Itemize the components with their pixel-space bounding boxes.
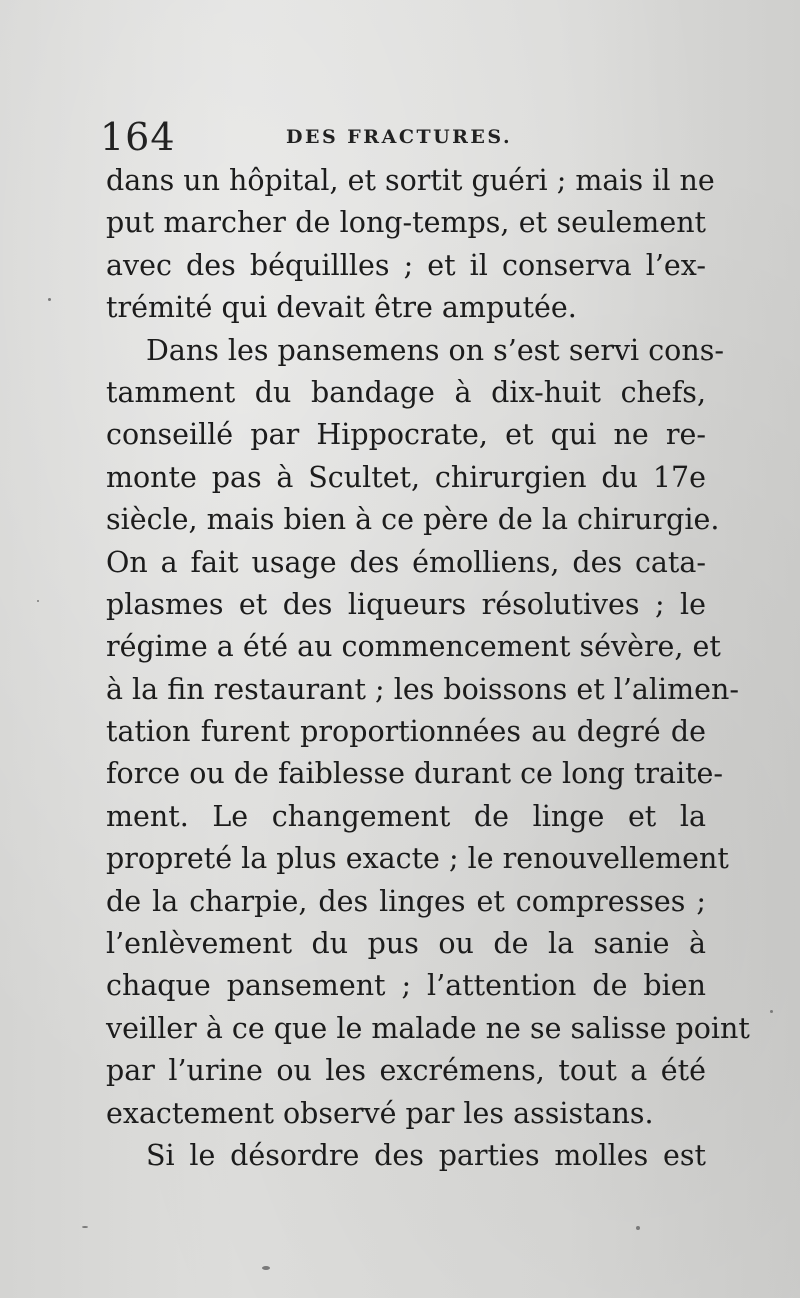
paper-speck xyxy=(37,600,39,602)
paragraph-last-line: exactement observé par les assistans. xyxy=(106,1096,654,1130)
paper-speck xyxy=(770,1010,773,1013)
text-line: force ou de faiblesse durant ce long traite- xyxy=(106,757,724,791)
paragraph-first-line: Dans les pansemens on s’est servi cons- xyxy=(146,333,724,367)
text-line: tamment du bandage à dix-huit chefs, xyxy=(106,375,706,409)
text-line: monte pas à Scultet, chirurgien du 17e xyxy=(106,460,706,494)
paragraph-first-line: Si le désordre des parties molles est xyxy=(146,1138,706,1172)
paper-speck xyxy=(262,1266,270,1270)
text-line: l’enlèvement du pus ou de la sanie à xyxy=(106,927,706,961)
text-line: veiller à ce que le malade ne se salisse point xyxy=(106,1011,750,1045)
text-line: régime a été au commencement sévère, et xyxy=(106,630,721,664)
text-line: par l’urine ou les excrémens, tout a été xyxy=(106,1054,706,1088)
text-line: siècle, mais bien à ce père de la chirurgie. xyxy=(106,503,720,537)
text-line: dans un hôpital, et sortit guéri ; mais il ne xyxy=(106,164,715,197)
text-line: plasmes et des liqueurs résolutives ; le xyxy=(106,587,706,621)
text-line: avec des béquillles ; et il conserva l’ex- xyxy=(106,248,706,282)
text-line: propreté la plus exacte ; le renouvellement xyxy=(106,842,729,876)
paragraph-last-line: trémité qui devait être amputée. xyxy=(106,291,577,325)
page-number: 164 xyxy=(100,115,176,159)
text-line: conseillé par Hippocrate, et qui ne re- xyxy=(106,418,706,452)
body-text xyxy=(106,160,750,1177)
text-line: put marcher de long-temps, et seulement xyxy=(106,206,706,240)
text-line: On a fait usage des émolliens, des cata- xyxy=(106,545,706,579)
text-line: de la charpie, des linges et compresses ; xyxy=(106,884,706,918)
text-line: tation furent proportionnées au degré de xyxy=(106,715,706,749)
text-line: chaque pansement ; l’attention de bien xyxy=(106,969,706,1003)
text-line: à la fin restaurant ; les boissons et l’alimen- xyxy=(106,672,739,706)
text-line: ment. Le changement de linge et la xyxy=(106,799,706,833)
paper-speck xyxy=(82,1226,88,1228)
paper-speck xyxy=(48,298,51,301)
page-header xyxy=(100,112,700,162)
running-title: DES FRACTURES. xyxy=(286,126,513,148)
paper-speck xyxy=(636,1226,640,1230)
